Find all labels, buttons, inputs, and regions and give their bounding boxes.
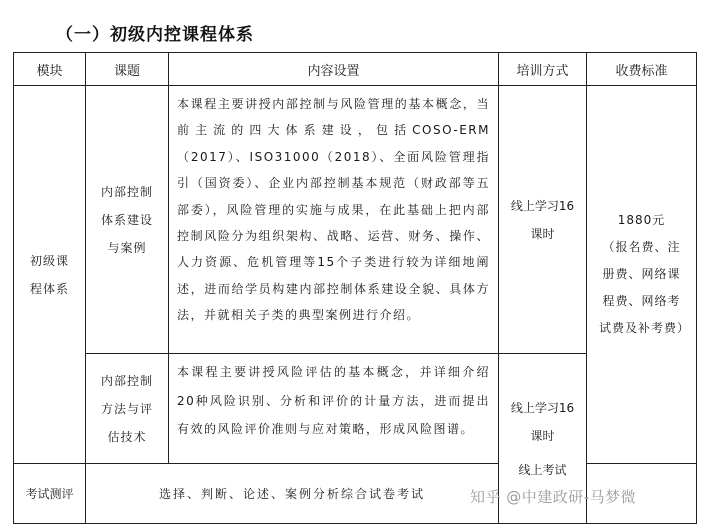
exam-content: 选择、判断、论述、案例分析综合试卷考试 <box>158 487 425 501</box>
watermark: 知乎 @中建政研-马梦微 <box>470 488 637 506</box>
exam-label-cell <box>14 464 86 524</box>
table-row <box>14 86 697 354</box>
content-text: 本课程主要讲授风险评估的基本概念，并详细介绍20种风险识别、分析和评价的计量方法，进而提出有效的风险评价准则与应对策略，形成风险图谱。 <box>177 365 490 436</box>
exam-label: 考试测评 <box>25 486 74 501</box>
topic-cell <box>86 86 169 354</box>
topic-name: 内部控制体系建设与案例 <box>100 184 153 255</box>
header-module: 模块 <box>14 53 86 86</box>
header-row <box>14 53 697 86</box>
exam-method-text: 线上考试 <box>518 462 567 477</box>
header-fee: 收费标准 <box>587 53 697 86</box>
content-text: 本课程主要讲授内部控制与风险管理的基本概念，当前主流的四大体系建设，包括COSO-ERM（2017）、ISO31000（2018）、全面风险管理指引（国资委）、企业内部控制基本规范（财政部等五部委），风险管理的实施与成果，在此基础上把内部控制风险分为组织架构、战略、运营、财务、操作、人力资源、危机管理等15个子类进行较为详细地阐述，进而给学员构建内部控制体系建设全貌、具体方法，并就相关子类的典型案例进行介绍。 <box>177 97 490 323</box>
module-name: 初级课程体系 <box>29 253 69 296</box>
fee-note: （报名费、注册费、网络课程费、网络考试费及补考费） <box>599 240 691 335</box>
module-cell <box>14 86 86 464</box>
topic-name: 内部控制方法与评估技术 <box>100 373 153 444</box>
fee-cell <box>587 86 697 464</box>
header-content: 内容设置 <box>169 53 499 86</box>
header-topic: 课题 <box>86 53 169 86</box>
content-cell <box>169 86 499 354</box>
fee-amount: 1880元 <box>617 213 666 227</box>
section-title: （一）初级内控课程体系 <box>56 25 254 45</box>
method-cell <box>499 86 587 354</box>
exam-content-cell <box>86 464 499 524</box>
method-text: 线上学习16课时 <box>510 400 575 443</box>
topic-cell <box>86 354 169 464</box>
content-cell <box>169 354 499 464</box>
course-table <box>13 52 697 524</box>
method-text: 线上学习16课时 <box>510 198 575 241</box>
header-method: 培训方式 <box>499 53 587 86</box>
